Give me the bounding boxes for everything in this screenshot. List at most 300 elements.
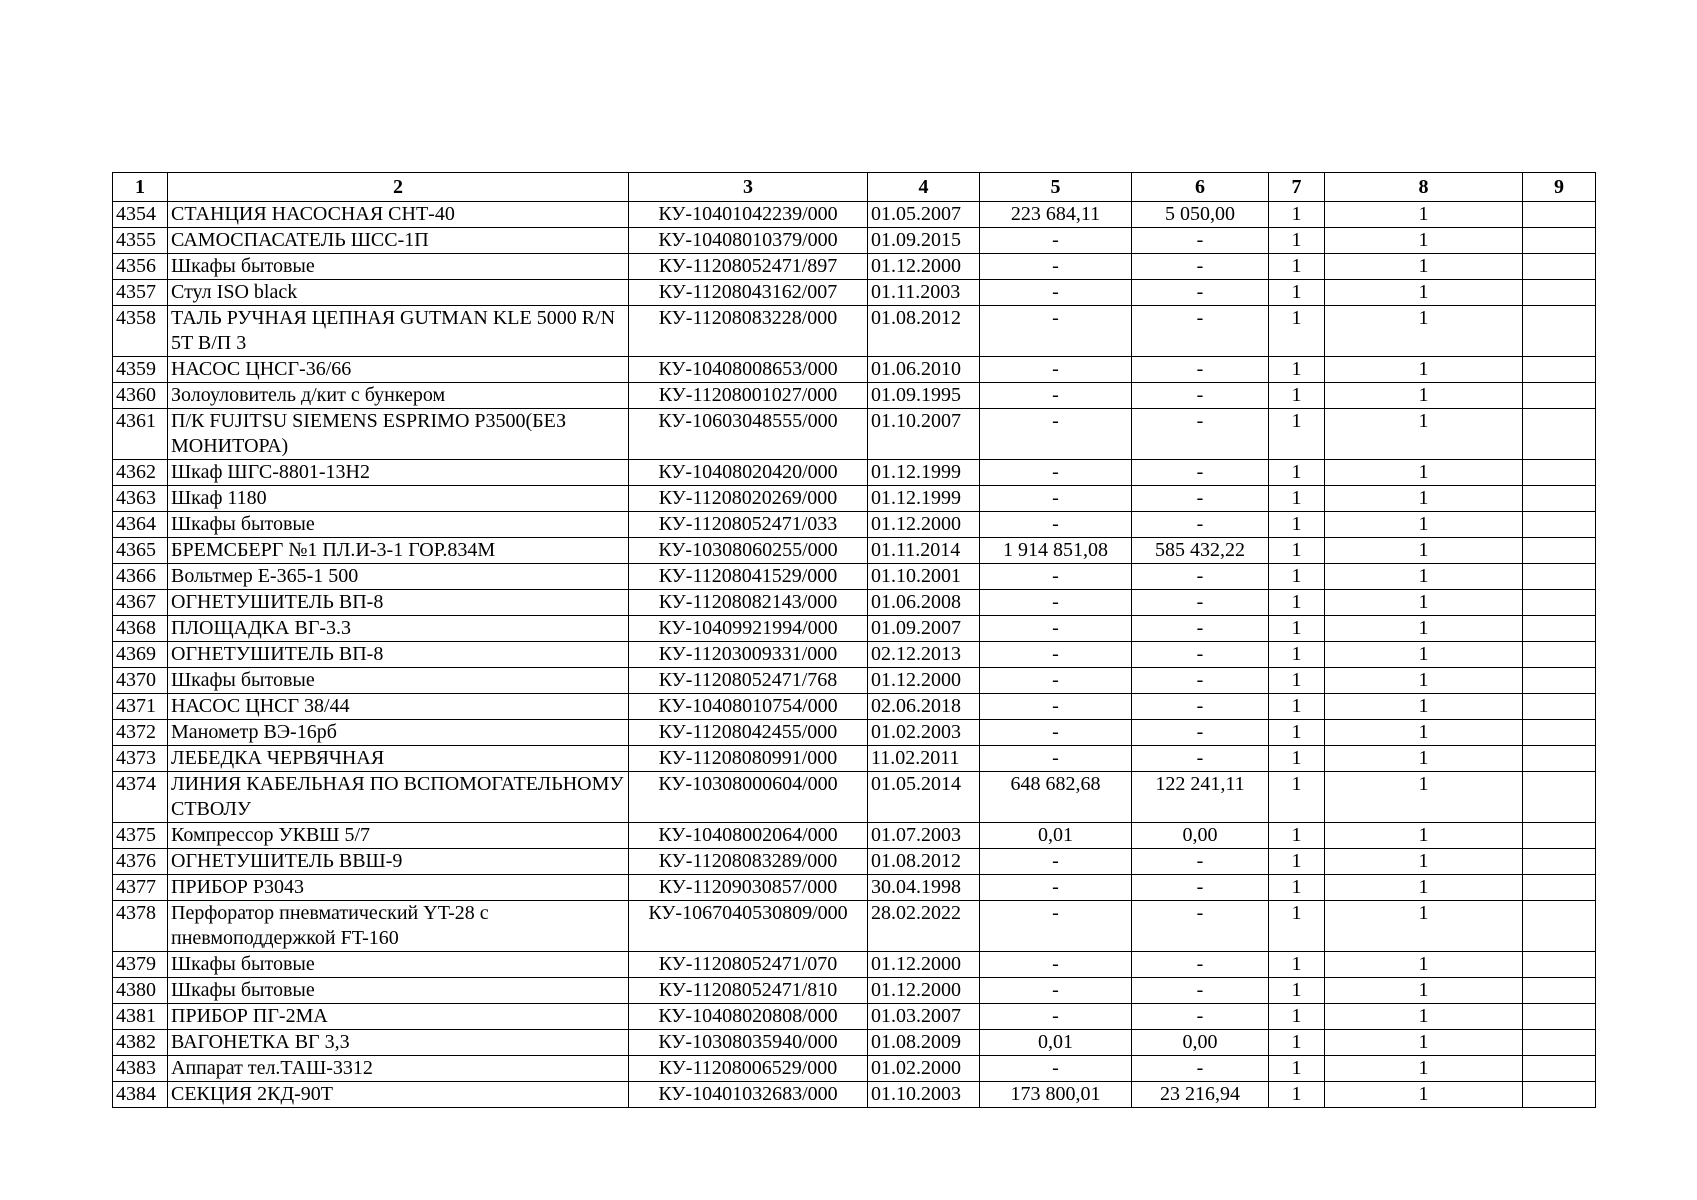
- item-name: Шкафы бытовые: [168, 512, 629, 538]
- item-name: ОГНЕТУШИТЕЛЬ ВП-8: [168, 590, 629, 616]
- row-number: 4359: [113, 357, 168, 383]
- row-number: 4362: [113, 460, 168, 486]
- item-name: НАСОС ЦНСГ-36/66: [168, 357, 629, 383]
- table-row: [113, 875, 1596, 901]
- table-row: [113, 460, 1596, 486]
- inventory-code: КУ-11208020269/000: [629, 486, 868, 512]
- table-row: [113, 746, 1596, 772]
- value-col5: -: [980, 875, 1132, 901]
- row-number: 4381: [113, 1004, 168, 1030]
- inventory-code: КУ-10401042239/000: [629, 202, 868, 228]
- item-name: Компрессор УКВШ 5/7: [168, 823, 629, 849]
- date: 02.12.2013: [868, 642, 980, 668]
- row-number: 4356: [113, 254, 168, 280]
- value-col5: 648 682,68: [980, 772, 1132, 823]
- value-col6: 23 216,94: [1132, 1082, 1269, 1108]
- date: 01.12.1999: [868, 460, 980, 486]
- item-name: Аппарат тел.ТАШ-3312: [168, 1056, 629, 1082]
- quantity-col8: 1: [1325, 280, 1523, 306]
- item-name: ОГНЕТУШИТЕЛЬ ВП-8: [168, 642, 629, 668]
- value-col6: -: [1132, 746, 1269, 772]
- row-number: 4379: [113, 952, 168, 978]
- col9-cell: [1523, 616, 1596, 642]
- inventory-code: КУ-10408020420/000: [629, 460, 868, 486]
- row-number: 4371: [113, 694, 168, 720]
- item-name: Шкафы бытовые: [168, 254, 629, 280]
- quantity-col7: 1: [1269, 952, 1325, 978]
- row-number: 4355: [113, 228, 168, 254]
- inventory-code: КУ-11208083289/000: [629, 849, 868, 875]
- col9-cell: [1523, 254, 1596, 280]
- table-row: [113, 1082, 1596, 1108]
- value-col6: 5 050,00: [1132, 202, 1269, 228]
- row-number: 4377: [113, 875, 168, 901]
- value-col6: -: [1132, 668, 1269, 694]
- date: 01.05.2007: [868, 202, 980, 228]
- row-number: 4361: [113, 409, 168, 460]
- quantity-col8: 1: [1325, 357, 1523, 383]
- inventory-code: КУ-11208083228/000: [629, 306, 868, 357]
- inventory-code: КУ-11208043162/007: [629, 280, 868, 306]
- quantity-col7: 1: [1269, 254, 1325, 280]
- date: 01.08.2009: [868, 1030, 980, 1056]
- item-name: НАСОС ЦНСГ 38/44: [168, 694, 629, 720]
- inventory-code: КУ-11208052471/033: [629, 512, 868, 538]
- value-col6: -: [1132, 616, 1269, 642]
- value-col5: -: [980, 383, 1132, 409]
- inventory-code: КУ-11208006529/000: [629, 1056, 868, 1082]
- quantity-col8: 1: [1325, 409, 1523, 460]
- date: 01.12.2000: [868, 952, 980, 978]
- value-col5: -: [980, 849, 1132, 875]
- date: 01.12.2000: [868, 254, 980, 280]
- inventory-table: [112, 172, 1596, 1108]
- col9-cell: [1523, 1056, 1596, 1082]
- quantity-col7: 1: [1269, 694, 1325, 720]
- inventory-code: КУ-11208052471/070: [629, 952, 868, 978]
- row-number: 4369: [113, 642, 168, 668]
- date: 02.06.2018: [868, 694, 980, 720]
- value-col6: -: [1132, 1004, 1269, 1030]
- inventory-code: КУ-10308000604/000: [629, 772, 868, 823]
- table-row: [113, 564, 1596, 590]
- col9-cell: [1523, 280, 1596, 306]
- quantity-col8: 1: [1325, 642, 1523, 668]
- value-col6: -: [1132, 978, 1269, 1004]
- row-number: 4357: [113, 280, 168, 306]
- quantity-col7: 1: [1269, 590, 1325, 616]
- item-name: П/К FUJITSU SIEMENS ESPRIMO P3500(БЕЗ МОНИТОРА): [168, 409, 629, 460]
- col9-cell: [1523, 720, 1596, 746]
- table-body: [113, 202, 1596, 1108]
- quantity-col8: 1: [1325, 1030, 1523, 1056]
- inventory-code: КУ-11208052471/897: [629, 254, 868, 280]
- quantity-col7: 1: [1269, 1082, 1325, 1108]
- table-row: [113, 694, 1596, 720]
- quantity-col7: 1: [1269, 1056, 1325, 1082]
- date: 01.02.2000: [868, 1056, 980, 1082]
- col9-cell: [1523, 952, 1596, 978]
- date: 01.09.2015: [868, 228, 980, 254]
- inventory-code: КУ-11208001027/000: [629, 383, 868, 409]
- quantity-col7: 1: [1269, 306, 1325, 357]
- value-col5: -: [980, 306, 1132, 357]
- value-col5: 0,01: [980, 1030, 1132, 1056]
- col9-cell: [1523, 564, 1596, 590]
- quantity-col8: 1: [1325, 1082, 1523, 1108]
- table-row: [113, 952, 1596, 978]
- quantity-col7: 1: [1269, 746, 1325, 772]
- date: 01.10.2003: [868, 1082, 980, 1108]
- quantity-col7: 1: [1269, 486, 1325, 512]
- quantity-col7: 1: [1269, 357, 1325, 383]
- item-name: Шкаф ШГС-8801-13Н2: [168, 460, 629, 486]
- date: 01.09.2007: [868, 616, 980, 642]
- value-col6: -: [1132, 409, 1269, 460]
- column-header-8: 8: [1325, 173, 1523, 202]
- row-number: 4368: [113, 616, 168, 642]
- value-col5: -: [980, 901, 1132, 952]
- row-number: 4378: [113, 901, 168, 952]
- item-name: Стул ISO black: [168, 280, 629, 306]
- value-col6: -: [1132, 564, 1269, 590]
- item-name: ПРИБОР ПГ-2МА: [168, 1004, 629, 1030]
- table-row: [113, 1056, 1596, 1082]
- quantity-col7: 1: [1269, 849, 1325, 875]
- row-number: 4375: [113, 823, 168, 849]
- quantity-col8: 1: [1325, 383, 1523, 409]
- item-name: Шкаф 1180: [168, 486, 629, 512]
- value-col6: -: [1132, 280, 1269, 306]
- value-col6: 0,00: [1132, 823, 1269, 849]
- inventory-code: КУ-11208041529/000: [629, 564, 868, 590]
- inventory-code: КУ-10408010379/000: [629, 228, 868, 254]
- value-col5: -: [980, 486, 1132, 512]
- value-col5: 173 800,01: [980, 1082, 1132, 1108]
- quantity-col8: 1: [1325, 875, 1523, 901]
- value-col5: -: [980, 642, 1132, 668]
- inventory-code: КУ-10308060255/000: [629, 538, 868, 564]
- quantity-col7: 1: [1269, 616, 1325, 642]
- col9-cell: [1523, 694, 1596, 720]
- value-col6: 122 241,11: [1132, 772, 1269, 823]
- col9-cell: [1523, 823, 1596, 849]
- inventory-code: КУ-10408002064/000: [629, 823, 868, 849]
- col9-cell: [1523, 901, 1596, 952]
- table-row: [113, 901, 1596, 952]
- item-name: ПЛОЩАДКА ВГ-3.3: [168, 616, 629, 642]
- value-col6: -: [1132, 306, 1269, 357]
- value-col6: -: [1132, 1056, 1269, 1082]
- row-number: 4358: [113, 306, 168, 357]
- quantity-col7: 1: [1269, 280, 1325, 306]
- quantity-col7: 1: [1269, 409, 1325, 460]
- value-col6: -: [1132, 642, 1269, 668]
- inventory-code: КУ-11208052471/810: [629, 978, 868, 1004]
- row-number: 4382: [113, 1030, 168, 1056]
- quantity-col7: 1: [1269, 1030, 1325, 1056]
- quantity-col7: 1: [1269, 720, 1325, 746]
- item-name: Шкафы бытовые: [168, 668, 629, 694]
- value-col6: -: [1132, 357, 1269, 383]
- quantity-col8: 1: [1325, 1004, 1523, 1030]
- item-name: ПРИБОР Р3043: [168, 875, 629, 901]
- inventory-code: КУ-10401032683/000: [629, 1082, 868, 1108]
- value-col5: -: [980, 460, 1132, 486]
- value-col6: -: [1132, 254, 1269, 280]
- inventory-code: КУ-11208042455/000: [629, 720, 868, 746]
- col9-cell: [1523, 486, 1596, 512]
- value-col6: -: [1132, 460, 1269, 486]
- column-header-5: 5: [980, 173, 1132, 202]
- item-name: Вольтмер Е-365-1 500: [168, 564, 629, 590]
- value-col5: -: [980, 228, 1132, 254]
- column-header-6: 6: [1132, 173, 1269, 202]
- table-row: [113, 823, 1596, 849]
- table-row: [113, 383, 1596, 409]
- value-col5: -: [980, 1004, 1132, 1030]
- table-row: [113, 772, 1596, 823]
- inventory-code: КУ-10603048555/000: [629, 409, 868, 460]
- date: 01.06.2008: [868, 590, 980, 616]
- quantity-col8: 1: [1325, 538, 1523, 564]
- quantity-col8: 1: [1325, 512, 1523, 538]
- col9-cell: [1523, 1030, 1596, 1056]
- value-col5: -: [980, 512, 1132, 538]
- item-name: Манометр ВЭ-16рб: [168, 720, 629, 746]
- item-name: Золоуловитель д/кит с бункером: [168, 383, 629, 409]
- quantity-col7: 1: [1269, 538, 1325, 564]
- inventory-code: КУ-11208052471/768: [629, 668, 868, 694]
- table-row: [113, 1030, 1596, 1056]
- col9-cell: [1523, 538, 1596, 564]
- inventory-code: КУ-10409921994/000: [629, 616, 868, 642]
- value-col6: -: [1132, 849, 1269, 875]
- inventory-code: КУ-10408008653/000: [629, 357, 868, 383]
- value-col5: -: [980, 357, 1132, 383]
- col9-cell: [1523, 772, 1596, 823]
- date: 01.10.2007: [868, 409, 980, 460]
- item-name: СТАНЦИЯ НАСОСНАЯ СНТ-40: [168, 202, 629, 228]
- date: 01.11.2003: [868, 280, 980, 306]
- row-number: 4366: [113, 564, 168, 590]
- col9-cell: [1523, 512, 1596, 538]
- quantity-col7: 1: [1269, 875, 1325, 901]
- table-row: [113, 306, 1596, 357]
- inventory-code: КУ-1067040530809/000: [629, 901, 868, 952]
- item-name: ВАГОНЕТКА ВГ 3,3: [168, 1030, 629, 1056]
- col9-cell: [1523, 978, 1596, 1004]
- quantity-col8: 1: [1325, 202, 1523, 228]
- col9-cell: [1523, 357, 1596, 383]
- value-col5: -: [980, 616, 1132, 642]
- table-row: [113, 642, 1596, 668]
- col9-cell: [1523, 306, 1596, 357]
- inventory-code: КУ-11208082143/000: [629, 590, 868, 616]
- date: 01.12.2000: [868, 512, 980, 538]
- item-name: Перфоратор пневматический YT-28 с пневмоподдержкой FT-160: [168, 901, 629, 952]
- value-col5: -: [980, 720, 1132, 746]
- quantity-col7: 1: [1269, 512, 1325, 538]
- quantity-col8: 1: [1325, 228, 1523, 254]
- date: 01.02.2003: [868, 720, 980, 746]
- row-number: 4367: [113, 590, 168, 616]
- col9-cell: [1523, 668, 1596, 694]
- date: 01.06.2010: [868, 357, 980, 383]
- quantity-col7: 1: [1269, 564, 1325, 590]
- row-number: 4380: [113, 978, 168, 1004]
- quantity-col8: 1: [1325, 486, 1523, 512]
- date: 11.02.2011: [868, 746, 980, 772]
- table-row: [113, 486, 1596, 512]
- value-col5: -: [980, 590, 1132, 616]
- inventory-code: КУ-10408010754/000: [629, 694, 868, 720]
- value-col6: -: [1132, 720, 1269, 746]
- item-name: ЛЕБЕДКА ЧЕРВЯЧНАЯ: [168, 746, 629, 772]
- value-col5: -: [980, 694, 1132, 720]
- value-col5: 223 684,11: [980, 202, 1132, 228]
- quantity-col7: 1: [1269, 823, 1325, 849]
- quantity-col7: 1: [1269, 383, 1325, 409]
- quantity-col8: 1: [1325, 823, 1523, 849]
- value-col6: -: [1132, 952, 1269, 978]
- table-row: [113, 280, 1596, 306]
- row-number: 4372: [113, 720, 168, 746]
- row-number: 4364: [113, 512, 168, 538]
- quantity-col8: 1: [1325, 590, 1523, 616]
- row-number: 4376: [113, 849, 168, 875]
- table-row: [113, 590, 1596, 616]
- value-col5: -: [980, 952, 1132, 978]
- item-name: Шкафы бытовые: [168, 952, 629, 978]
- col9-cell: [1523, 849, 1596, 875]
- value-col5: -: [980, 409, 1132, 460]
- value-col6: -: [1132, 694, 1269, 720]
- quantity-col8: 1: [1325, 616, 1523, 642]
- inventory-code: КУ-11209030857/000: [629, 875, 868, 901]
- col9-cell: [1523, 590, 1596, 616]
- row-number: 4374: [113, 772, 168, 823]
- quantity-col8: 1: [1325, 720, 1523, 746]
- column-header-3: 3: [629, 173, 868, 202]
- item-name: СЕКЦИЯ 2КД-90Т: [168, 1082, 629, 1108]
- quantity-col8: 1: [1325, 978, 1523, 1004]
- table-row: [113, 512, 1596, 538]
- date: 01.03.2007: [868, 1004, 980, 1030]
- quantity-col7: 1: [1269, 460, 1325, 486]
- quantity-col8: 1: [1325, 564, 1523, 590]
- column-header-7: 7: [1269, 173, 1325, 202]
- item-name: ОГНЕТУШИТЕЛЬ ВВШ-9: [168, 849, 629, 875]
- header-row: [113, 173, 1596, 202]
- quantity-col8: 1: [1325, 901, 1523, 952]
- col9-cell: [1523, 1004, 1596, 1030]
- item-name: Шкафы бытовые: [168, 978, 629, 1004]
- column-header-2: 2: [168, 173, 629, 202]
- value-col6: -: [1132, 512, 1269, 538]
- value-col5: -: [980, 978, 1132, 1004]
- col9-cell: [1523, 460, 1596, 486]
- date: 01.11.2014: [868, 538, 980, 564]
- value-col6: 585 432,22: [1132, 538, 1269, 564]
- date: 01.12.2000: [868, 668, 980, 694]
- col9-cell: [1523, 642, 1596, 668]
- value-col5: 1 914 851,08: [980, 538, 1132, 564]
- table-row: [113, 357, 1596, 383]
- table-row: [113, 409, 1596, 460]
- col9-cell: [1523, 228, 1596, 254]
- row-number: 4354: [113, 202, 168, 228]
- table-row: [113, 849, 1596, 875]
- date: 01.10.2001: [868, 564, 980, 590]
- quantity-col7: 1: [1269, 202, 1325, 228]
- value-col6: -: [1132, 486, 1269, 512]
- col9-cell: [1523, 746, 1596, 772]
- quantity-col8: 1: [1325, 460, 1523, 486]
- quantity-col8: 1: [1325, 306, 1523, 357]
- quantity-col7: 1: [1269, 1004, 1325, 1030]
- table-row: [113, 1004, 1596, 1030]
- date: 01.09.1995: [868, 383, 980, 409]
- item-name: САМОСПАСАТЕЛЬ ШСС-1П: [168, 228, 629, 254]
- row-number: 4360: [113, 383, 168, 409]
- value-col6: -: [1132, 228, 1269, 254]
- row-number: 4365: [113, 538, 168, 564]
- quantity-col8: 1: [1325, 1056, 1523, 1082]
- inventory-code: КУ-10308035940/000: [629, 1030, 868, 1056]
- quantity-col7: 1: [1269, 901, 1325, 952]
- date: 30.04.1998: [868, 875, 980, 901]
- inventory-code: КУ-10408020808/000: [629, 1004, 868, 1030]
- table-row: [113, 228, 1596, 254]
- date: 01.12.2000: [868, 978, 980, 1004]
- table-row: [113, 202, 1596, 228]
- col9-cell: [1523, 875, 1596, 901]
- date: 01.08.2012: [868, 849, 980, 875]
- col9-cell: [1523, 1082, 1596, 1108]
- quantity-col8: 1: [1325, 772, 1523, 823]
- quantity-col7: 1: [1269, 978, 1325, 1004]
- date: 28.02.2022: [868, 901, 980, 952]
- inventory-code: КУ-11208080991/000: [629, 746, 868, 772]
- value-col5: -: [980, 254, 1132, 280]
- value-col5: 0,01: [980, 823, 1132, 849]
- column-header-9: 9: [1523, 173, 1596, 202]
- value-col5: -: [980, 668, 1132, 694]
- quantity-col8: 1: [1325, 668, 1523, 694]
- quantity-col7: 1: [1269, 642, 1325, 668]
- quantity-col8: 1: [1325, 694, 1523, 720]
- value-col6: -: [1132, 901, 1269, 952]
- table-row: [113, 254, 1596, 280]
- row-number: 4363: [113, 486, 168, 512]
- value-col5: -: [980, 1056, 1132, 1082]
- value-col5: -: [980, 564, 1132, 590]
- item-name: ТАЛЬ РУЧНАЯ ЦЕПНАЯ GUTMAN KLE 5000 R/N 5T B/П 3: [168, 306, 629, 357]
- value-col5: -: [980, 746, 1132, 772]
- row-number: 4373: [113, 746, 168, 772]
- table-row: [113, 720, 1596, 746]
- value-col6: -: [1132, 383, 1269, 409]
- row-number: 4370: [113, 668, 168, 694]
- column-header-4: 4: [868, 173, 980, 202]
- table-row: [113, 538, 1596, 564]
- quantity-col7: 1: [1269, 772, 1325, 823]
- item-name: ЛИНИЯ КАБЕЛЬНАЯ ПО ВСПОМОГАТЕЛЬНОМУ СТВОЛУ: [168, 772, 629, 823]
- quantity-col8: 1: [1325, 746, 1523, 772]
- table-row: [113, 668, 1596, 694]
- date: 01.12.1999: [868, 486, 980, 512]
